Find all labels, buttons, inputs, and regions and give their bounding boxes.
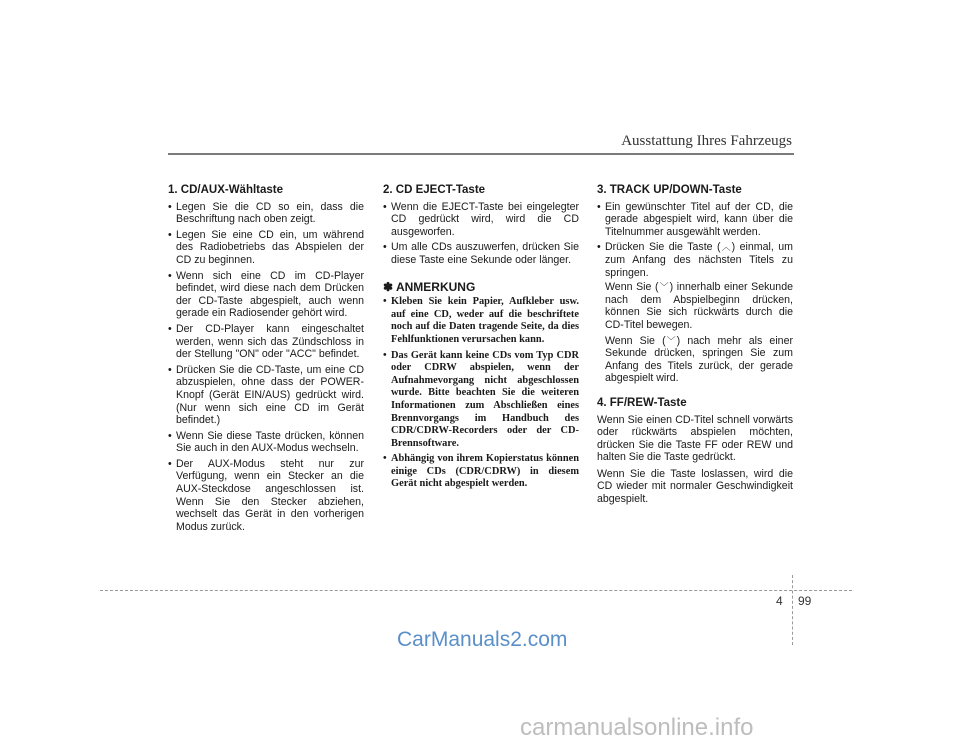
- cd-aux-list: [168, 201, 364, 534]
- section-heading-ff-rew: 4. FF/REW-Taste: [597, 396, 687, 409]
- list-item: • Drücken Sie die CD-Taste, um eine CD abzuspielen, ohne dass der POWER-Knopf (Gerät EIN/AUS) gedrückt wird. (Nur wenn sich eine CD im Gerät befindet.): [168, 364, 364, 427]
- cd-eject-list: [383, 201, 579, 267]
- list-item: • Ein gewünschter Titel auf der CD, die gerade abgespielt wird, kann über die Titelnummer ausgewählt werden.: [597, 201, 793, 239]
- sub-paragraph: [605, 335, 793, 385]
- section-heading-cd-aux: 1. CD/AUX-Wähltaste: [168, 184, 284, 196]
- section-heading-track: 3. TRACK UP/DOWN-Taste: [597, 184, 742, 196]
- text-fragment: ) einmal, um zum Anfang des nächsten Titels zu springen.: [605, 241, 794, 279]
- watermark-link[interactable]: CarManuals2.com: [397, 628, 568, 651]
- page-number-divider: [792, 575, 793, 645]
- list-item: • Legen Sie eine CD ein, um während des Radiobetriebs das Abspielen der CD zu beginnen.: [168, 229, 364, 267]
- paragraph: Wenn Sie die Taste loslassen, wird die CD wieder mit normaler Geschwindigkeit abgespielt.: [597, 467, 793, 506]
- watermark-text: carmanualsonline.info: [520, 714, 754, 741]
- arrow-up-icon: ︿: [721, 242, 731, 253]
- text-fragment: ) innerhalb einer Sekunde nach dem Abspielbeginn drücken, können Sie sich rückwärts durch die CD-Titel bewegen.: [605, 281, 793, 331]
- footer-divider: [100, 590, 852, 591]
- paragraph: Wenn Sie einen CD-Titel schnell vorwärts oder rückwärts abspielen möchten, drücken Sie die Taste FF oder REW und halten Sie die Taste gedrückt.: [597, 413, 793, 464]
- chapter-number: 4: [776, 594, 783, 608]
- note-item: • Kleben Sie kein Papier, Aufkleber usw. auf eine CD, weder auf die beschriftete noch auf die Daten tragende Seite, da dies Fehlfunktionen verursachen kann.: [383, 296, 579, 346]
- column-cd-eject: [383, 184, 579, 494]
- text-fragment: Wenn Sie (: [605, 334, 666, 347]
- page-number: 99: [798, 594, 812, 608]
- list-item: • Legen Sie die CD so ein, dass die Beschriftung nach oben zeigt.: [168, 201, 364, 226]
- list-item: • Der CD-Player kann eingeschaltet werden, wenn sich das Zündschloss in der Stellung "ON" oder "ACC" befindet.: [168, 323, 364, 361]
- list-item: • Um alle CDs auszuwerfen, drücken Sie diese Taste eine Sekunde oder länger.: [383, 241, 579, 266]
- text-fragment: Wenn Sie (: [605, 281, 659, 294]
- note-item: • Das Gerät kann keine CDs vom Typ CDR oder CDRW abspielen, wenn der Aufnahmevorgang nicht abgeschlossen wurde. Bitte beachten Sie die weiteren Informationen zum Abschließen eines Brennvorgangs im Handbuch des CDR/CDRW-Recorders oder der CD-Brennsoftware.: [383, 350, 579, 451]
- track-list: [597, 201, 793, 385]
- text-fragment: ) nach mehr als einer Sekunde drücken, springen Sie zum Anfang des Titels zurück, der gerade abgespielt wird.: [605, 334, 793, 385]
- note-heading: ✽ ANMERKUNG: [383, 279, 476, 294]
- header-rule: [168, 153, 794, 155]
- column-track: [597, 184, 793, 510]
- sub-paragraph: [605, 281, 793, 331]
- page-header-title: Ausstattung Ihres Fahrzeugs: [621, 133, 792, 149]
- text-fragment: Drücken Sie die Taste (: [605, 241, 721, 254]
- list-item: • Der AUX-Modus steht nur zur Verfügung, wenn ein Stecker an die AUX-Steckdose angeschlossen ist. Wenn Sie den Stecker abziehen, wechselt das Gerät in den vorherigen Modus zurück.: [168, 458, 364, 534]
- list-item: • Wenn die EJECT-Taste bei eingelegter CD gedrückt wird, wird die CD ausgeworfen.: [383, 201, 579, 239]
- column-cd-aux: [168, 184, 364, 536]
- arrow-down-icon: ﹀: [666, 335, 676, 346]
- note-list: [383, 296, 579, 491]
- arrow-down-icon: ﹀: [659, 282, 669, 293]
- section-heading-cd-eject: 2. CD EJECT-Taste: [383, 184, 486, 196]
- list-item: [597, 241, 793, 385]
- note-item: • Abhängig von ihrem Kopierstatus können einige CDs (CDR/CDRW) in diesem Gerät nicht abgespielt werden.: [383, 453, 579, 491]
- list-item: • Wenn sich eine CD im CD-Player befindet, wird diese nach dem Drücken der CD-Taste abgespielt, auch wenn gerade ein Radiosender gehört wird.: [168, 270, 364, 320]
- list-item: • Wenn Sie diese Taste drücken, können Sie auch in den AUX-Modus wechseln.: [168, 430, 364, 455]
